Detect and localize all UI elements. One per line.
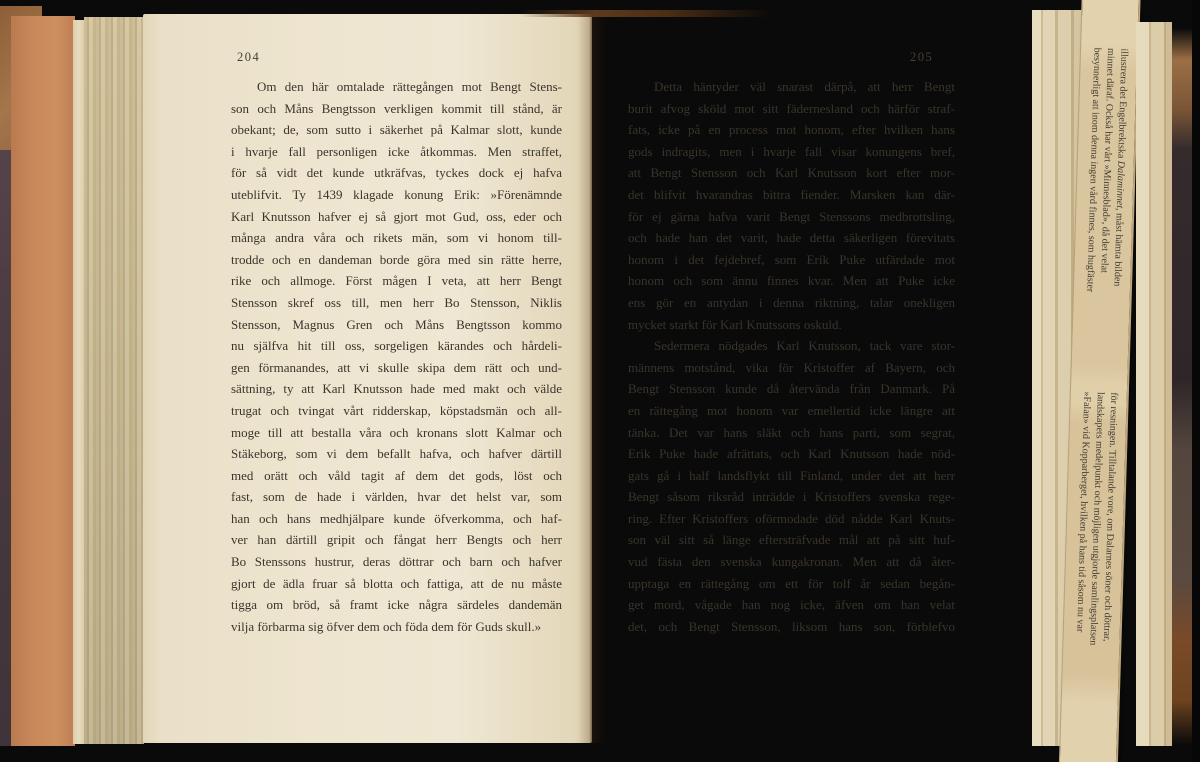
spine-top-edge xyxy=(520,10,770,17)
text-line: för så vidt det kunde utkräfvas, tyckes dock ej hafva xyxy=(231,165,562,181)
text-line: en rättegång mot honom var emellertid icke längre att xyxy=(628,402,955,418)
foldout-line: »Falan» vid Kopparberget, hvilken på hans tid såsom nu var xyxy=(1074,391,1093,633)
text-line: Om den här omtalade rättegången mot Bengt Stens- xyxy=(257,79,562,94)
text-line: honom och som ännu finnes kvar. Men att Puke icke xyxy=(628,273,955,289)
foldout-line: landskapets medelpunkt och möjligen utgjorde samlingsplatsen xyxy=(1087,391,1106,646)
text-line: Stäkeborg, som vi dem befallt hafva, och hafver därtill xyxy=(231,446,562,462)
text-line: burit afvog sköld mot sitt fädernesland och härför straf- xyxy=(628,100,955,116)
cover-board xyxy=(11,16,75,746)
text-line: många andra våra och rikets män, som vi honom till- xyxy=(231,230,562,246)
text-line: obekant; de, som sutto i säkerhet på Kalmar slott, kunde xyxy=(231,122,562,138)
text-line: honom i det fejdebref, som Erik Puke utfärdade mot xyxy=(628,251,955,267)
right-page-text xyxy=(628,76,955,637)
text-line: med orätt och våld tagit af dem det gods, löst och xyxy=(231,467,562,483)
text-line: Erik Puke hade afrättats, och Karl Knutsson hade nöd- xyxy=(628,446,955,462)
foldout-text-upper xyxy=(1080,47,1131,398)
text-line: uteblifvit. Ty 1439 klagade konung Erik: »Förenämnde xyxy=(231,186,562,202)
text-line: rike och allmoge. Först mågen I veta, att herr Bengt xyxy=(231,273,562,289)
text-line: gen förmanandes, att vi skulle skipa dem rätt och und- xyxy=(231,359,562,375)
text-line: Bengt såsom riksråd inträdde i Kristoffers svenska rege- xyxy=(628,489,955,505)
text-line: nu själfva hit till oss, sorgeligen kärandes och hårdeli- xyxy=(231,338,562,354)
text-line: för ej gärna hafva varit Bengt Stenssons medbrottsling, xyxy=(628,208,955,224)
foldout-line: besynnerligt att inom denna ingen vård finnes, som hugfäster xyxy=(1084,47,1103,293)
text-line: det, och Bengt Stensson, liksom hans son, förblefvo xyxy=(628,618,955,634)
background-edge xyxy=(1192,0,1200,762)
text-line: trugat och tvingat vårt ridderskap, köpstadsmän och all- xyxy=(231,402,562,418)
foldout-line: minnet däraf. Också har vårt »Minnesblad», då det velat xyxy=(1098,47,1117,274)
text-line: mycket starkt för Karl Knutssons oskuld. xyxy=(628,316,842,332)
text-line: upptaga en rättegång om ett för tolf år sedan begån- xyxy=(628,575,955,591)
page-number-right: 205 xyxy=(910,50,934,64)
text-line: ver han därtill gripit och fångat herr Bengts och herr xyxy=(231,532,562,548)
text-line: son och Måns Bengtsson verkligen kommit till stånd, är xyxy=(231,100,562,116)
text-line: Bo Stenssons hustrur, deras döttrar och barn och hafver xyxy=(231,554,562,570)
foldout-text-lower xyxy=(1070,391,1121,742)
foldout-line: illustrera det Engelbrektska Dalaminnet, måst hämta bilden xyxy=(1111,48,1130,287)
text-line: fast, som de hade i världen, hvar det helst var, som xyxy=(231,489,562,505)
text-line: gjort de ädla fruar så blotta och fattiga, att de nu måste xyxy=(231,575,562,591)
text-line: Karl Knutsson hafver ej så gjort mot Gud, oss, eder och xyxy=(231,208,562,224)
text-line: och hade han det varit, hade detta säkerligen förevitats xyxy=(628,230,955,246)
page-number-left: 204 xyxy=(237,50,261,64)
text-line: get mord, vågade han nog icke, äfven om han velat xyxy=(628,597,955,613)
right-page xyxy=(592,14,1032,743)
text-line: moge till att bestalla våra och kronans slott Kalmar och xyxy=(231,424,562,440)
text-line: ring. Efter Kristoffers oförmodade död nådde Karl Knuts- xyxy=(628,510,955,526)
text-line: Sedermera nödgades Karl Knutsson, tack vare stor- xyxy=(654,338,955,354)
text-line: gats gå i half landsflykt till Finland, under det att herr xyxy=(628,467,955,483)
text-line: vud fästa den svenska kungakronan. Men att då åter- xyxy=(628,554,955,570)
text-line: Detta häntyder väl snarast därpå, att herr Bengt xyxy=(654,79,955,94)
text-line: tigga om bröd, så framt icke några särdeles dandemän xyxy=(231,597,562,613)
left-page xyxy=(143,14,592,743)
text-line: det blifvit hvarandras bittra fiender. Marsken kan där- xyxy=(628,186,955,202)
text-line: ens gör en antydan i denna riktning, talar onekligen xyxy=(628,294,955,310)
text-line: Stensson skref oss till, men herr Bo Stensson, Niklis xyxy=(231,294,562,310)
text-line: han och hans medhjälpare kunde öfverkomma, och haf- xyxy=(231,510,562,526)
text-line: männens motstånd, vika för Kristoffer af Bayern, och xyxy=(628,359,955,375)
left-page-text xyxy=(231,76,562,637)
text-line: i hvarje fall personligen icke åtkommas. Men straffet, xyxy=(231,143,562,159)
text-line: gods indragits, men i hvarje fall visar konungens bref, xyxy=(628,143,955,159)
text-line: son väl sitt så länge eftersträfvade mål att på sitt huf- xyxy=(628,532,955,548)
page-edge-stack-left xyxy=(84,17,144,744)
text-line: tänka. Det var hans släkt och hans parti, som segrat, xyxy=(628,424,955,440)
text-line: trodde och en dandeman borde göra med sin rätte herre, xyxy=(231,251,562,267)
text-line: sättning, ty att Karl Knutsson hade med makt och välde xyxy=(231,381,562,397)
text-line: fats, icke på en process mot honom, efter hvilken hans xyxy=(628,122,955,138)
foldout-line: för resningen. Tilltalande vore, om Dalarnes söner och döttrar, xyxy=(1100,392,1120,642)
text-line: Stensson, Magnus Gren och Måns Bengtsson kommo xyxy=(231,316,562,332)
text-line: Bengt Stensson kunde då återvända från Danmark. På xyxy=(628,381,955,397)
text-line: vilja förbarma sig öfver dem och föda dem för Guds skull.» xyxy=(231,618,542,634)
text-line: att Bengt Stensson och Karl Knutsson kort efter mor- xyxy=(628,165,955,181)
